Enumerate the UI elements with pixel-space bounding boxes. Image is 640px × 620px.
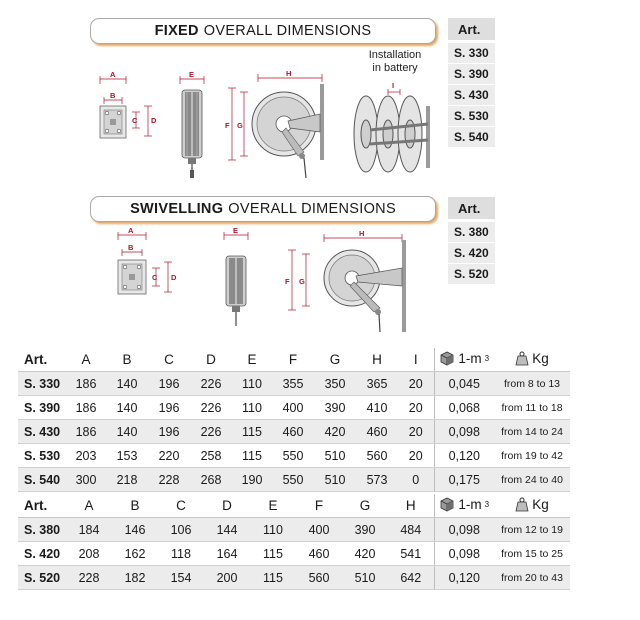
- fixed-article-s330: S. 330: [448, 43, 495, 63]
- col-header-a: A: [66, 348, 106, 372]
- volume-header-text: 1-m: [458, 350, 482, 366]
- cell-b: 153: [106, 444, 148, 468]
- cell-h: 365: [356, 372, 398, 396]
- table-row: [18, 566, 570, 590]
- fixed-art-header: Art.: [448, 18, 495, 40]
- col-header-g: G: [314, 348, 356, 372]
- col-header-b: B: [106, 348, 148, 372]
- cell-weight: from 14 to 24: [494, 420, 570, 444]
- cell-g: 390: [342, 518, 388, 542]
- cell-h: 642: [388, 566, 434, 590]
- volume-header-sup: 3: [484, 499, 490, 509]
- box-volume-icon: [439, 351, 455, 366]
- cell-weight: from 12 to 19: [494, 518, 570, 542]
- cell-d: 226: [190, 396, 232, 420]
- fixed-label-c: C: [132, 116, 138, 125]
- cell-art: S. 390: [18, 396, 66, 420]
- cell-g: 390: [314, 396, 356, 420]
- swivel-section-title: [90, 196, 436, 222]
- table-row: [18, 468, 570, 492]
- cell-h: 484: [388, 518, 434, 542]
- cell-art: S. 540: [18, 468, 66, 492]
- swivel-table-header-row: [18, 494, 570, 518]
- cell-weight: from 19 to 42: [494, 444, 570, 468]
- cell-e: 115: [250, 566, 296, 590]
- cell-i: 20: [398, 444, 434, 468]
- col-header-f: F: [272, 348, 314, 372]
- cell-h: 541: [388, 542, 434, 566]
- cell-g: 510: [314, 444, 356, 468]
- cell-f: 550: [272, 468, 314, 492]
- cell-h: 573: [356, 468, 398, 492]
- fixed-article-s530: S. 530: [448, 106, 495, 126]
- weight-icon: [515, 497, 529, 512]
- col-header-volume: [434, 348, 494, 372]
- swivel-dimensions-table: [18, 494, 570, 590]
- fixed-label-e: E: [189, 70, 195, 79]
- box-volume-icon: [439, 497, 455, 512]
- cell-i: 20: [398, 396, 434, 420]
- col-header-f: F: [296, 494, 342, 518]
- fixed-label-f: F: [225, 121, 230, 130]
- cell-volume: 0,098: [434, 420, 494, 444]
- cell-d: 200: [204, 566, 250, 590]
- col-header-volume: [434, 494, 494, 518]
- col-header-c: C: [148, 348, 190, 372]
- cell-i: 20: [398, 420, 434, 444]
- cell-i: 0: [398, 468, 434, 492]
- weight-header-text: Kg: [532, 350, 549, 366]
- cell-i: 20: [398, 372, 434, 396]
- cell-b: 146: [112, 518, 158, 542]
- swivel-reel-front-drawing: [284, 226, 414, 338]
- col-header-c: C: [158, 494, 204, 518]
- col-header-g: G: [342, 494, 388, 518]
- swivel-article-s520: S. 520: [448, 264, 495, 284]
- swivel-label-a: A: [128, 226, 134, 235]
- cell-volume: 0,068: [434, 396, 494, 420]
- cell-d: 226: [190, 372, 232, 396]
- cell-d: 226: [190, 420, 232, 444]
- installation-in-battery-caption: [352, 49, 438, 75]
- cell-b: 140: [106, 420, 148, 444]
- weight-icon: [515, 351, 529, 366]
- cell-h: 560: [356, 444, 398, 468]
- cell-g: 510: [342, 566, 388, 590]
- cell-g: 350: [314, 372, 356, 396]
- cell-g: 510: [314, 468, 356, 492]
- swivel-bracket-drawing: [112, 226, 178, 302]
- fixed-article-list: [448, 43, 495, 147]
- cell-c: 196: [148, 372, 190, 396]
- col-header-weight: [494, 494, 570, 518]
- cell-c: 154: [158, 566, 204, 590]
- fixed-label-b: B: [110, 91, 116, 100]
- col-header-weight: [494, 348, 570, 372]
- cell-c: 220: [148, 444, 190, 468]
- swivel-label-e: E: [233, 226, 239, 235]
- cell-f: 355: [272, 372, 314, 396]
- cell-weight: from 24 to 40: [494, 468, 570, 492]
- cell-g: 420: [342, 542, 388, 566]
- cell-f: 460: [296, 542, 342, 566]
- fixed-label-h: H: [286, 69, 292, 78]
- cell-d: 268: [190, 468, 232, 492]
- table-row: [18, 372, 570, 396]
- col-header-h: H: [388, 494, 434, 518]
- col-header-art: Art.: [18, 348, 66, 372]
- col-header-e: E: [250, 494, 296, 518]
- fixed-article-s540: S. 540: [448, 127, 495, 147]
- cell-a: 186: [66, 372, 106, 396]
- cell-f: 560: [296, 566, 342, 590]
- col-header-d: D: [190, 348, 232, 372]
- cell-volume: 0,098: [434, 542, 494, 566]
- cell-d: 164: [204, 542, 250, 566]
- cell-e: 110: [250, 518, 296, 542]
- cell-volume: 0,175: [434, 468, 494, 492]
- fixed-table-header-row: [18, 348, 570, 372]
- fixed-label-a: A: [110, 70, 116, 79]
- cell-art: S. 520: [18, 566, 66, 590]
- fixed-reel-front-drawing: [224, 66, 334, 186]
- table-row: [18, 518, 570, 542]
- cell-f: 400: [296, 518, 342, 542]
- swivel-label-g: G: [299, 277, 305, 286]
- cell-e: 115: [232, 420, 272, 444]
- table-row: [18, 396, 570, 420]
- cell-art: S. 530: [18, 444, 66, 468]
- swivel-title-rest: OVERALL DIMENSIONS: [228, 201, 396, 217]
- swivel-label-h: H: [359, 229, 365, 238]
- col-header-a: A: [66, 494, 112, 518]
- cell-e: 190: [232, 468, 272, 492]
- cell-b: 218: [106, 468, 148, 492]
- col-header-art: Art.: [18, 494, 66, 518]
- table-row: [18, 420, 570, 444]
- cell-volume: 0,120: [434, 566, 494, 590]
- fixed-label-d: D: [151, 116, 157, 125]
- cell-a: 300: [66, 468, 106, 492]
- cell-weight: from 8 to 13: [494, 372, 570, 396]
- cell-e: 110: [232, 396, 272, 420]
- cell-b: 162: [112, 542, 158, 566]
- swivel-article-list: [448, 222, 495, 284]
- col-header-e: E: [232, 348, 272, 372]
- swivel-label-c: C: [152, 273, 158, 282]
- cell-volume: 0,120: [434, 444, 494, 468]
- swivel-label-b: B: [128, 243, 134, 252]
- cell-b: 182: [112, 566, 158, 590]
- fixed-label-g: G: [237, 121, 243, 130]
- fixed-article-s430: S. 430: [448, 85, 495, 105]
- cell-h: 410: [356, 396, 398, 420]
- cell-e: 110: [232, 372, 272, 396]
- fixed-title-bold: FIXED: [154, 23, 199, 39]
- cell-f: 460: [272, 420, 314, 444]
- cell-f: 400: [272, 396, 314, 420]
- cell-a: 186: [66, 420, 106, 444]
- table-row: [18, 444, 570, 468]
- swivel-art-header: Art.: [448, 197, 495, 219]
- fixed-dimensions-table: [18, 348, 570, 492]
- col-header-i: I: [398, 348, 434, 372]
- cell-art: S. 420: [18, 542, 66, 566]
- cell-f: 550: [272, 444, 314, 468]
- cell-art: S. 330: [18, 372, 66, 396]
- cell-a: 184: [66, 518, 112, 542]
- col-header-d: D: [204, 494, 250, 518]
- cell-g: 420: [314, 420, 356, 444]
- volume-header-text: 1-m: [458, 496, 482, 512]
- weight-header-text: Kg: [532, 496, 549, 512]
- swivel-label-f: F: [285, 277, 290, 286]
- cell-weight: from 15 to 25: [494, 542, 570, 566]
- cell-a: 208: [66, 542, 112, 566]
- cell-c: 196: [148, 396, 190, 420]
- cell-b: 140: [106, 372, 148, 396]
- cell-c: 118: [158, 542, 204, 566]
- cell-c: 228: [148, 468, 190, 492]
- swivel-label-d: D: [171, 273, 177, 282]
- cell-e: 115: [250, 542, 296, 566]
- cell-weight: from 20 to 43: [494, 566, 570, 590]
- fixed-label-i: I: [392, 81, 395, 90]
- fixed-title-rest: OVERALL DIMENSIONS: [203, 23, 372, 39]
- swivel-reel-side-drawing: [216, 226, 256, 336]
- cell-volume: 0,045: [434, 372, 494, 396]
- cell-e: 115: [232, 444, 272, 468]
- col-header-h: H: [356, 348, 398, 372]
- table-row: [18, 542, 570, 566]
- cell-volume: 0,098: [434, 518, 494, 542]
- swivel-article-s380: S. 380: [448, 222, 495, 242]
- fixed-article-s390: S. 390: [448, 64, 495, 84]
- cell-c: 196: [148, 420, 190, 444]
- fixed-battery-install-drawing: [344, 81, 448, 184]
- swivel-article-s420: S. 420: [448, 243, 495, 263]
- cell-c: 106: [158, 518, 204, 542]
- cell-a: 203: [66, 444, 106, 468]
- fixed-section-title: [90, 18, 436, 44]
- cell-art: S. 380: [18, 518, 66, 542]
- installation-line-1: Installation: [368, 49, 422, 61]
- installation-line-2: in battery: [372, 62, 418, 74]
- cell-a: 228: [66, 566, 112, 590]
- cell-a: 186: [66, 396, 106, 420]
- fixed-reel-side-drawing: [172, 70, 212, 185]
- volume-header-sup: 3: [484, 353, 490, 363]
- cell-b: 140: [106, 396, 148, 420]
- cell-weight: from 11 to 18: [494, 396, 570, 420]
- cell-d: 258: [190, 444, 232, 468]
- col-header-b: B: [112, 494, 158, 518]
- fixed-bracket-drawing: [96, 70, 162, 155]
- cell-art: S. 430: [18, 420, 66, 444]
- swivel-title-bold: SWIVELLING: [130, 201, 224, 217]
- cell-d: 144: [204, 518, 250, 542]
- cell-h: 460: [356, 420, 398, 444]
